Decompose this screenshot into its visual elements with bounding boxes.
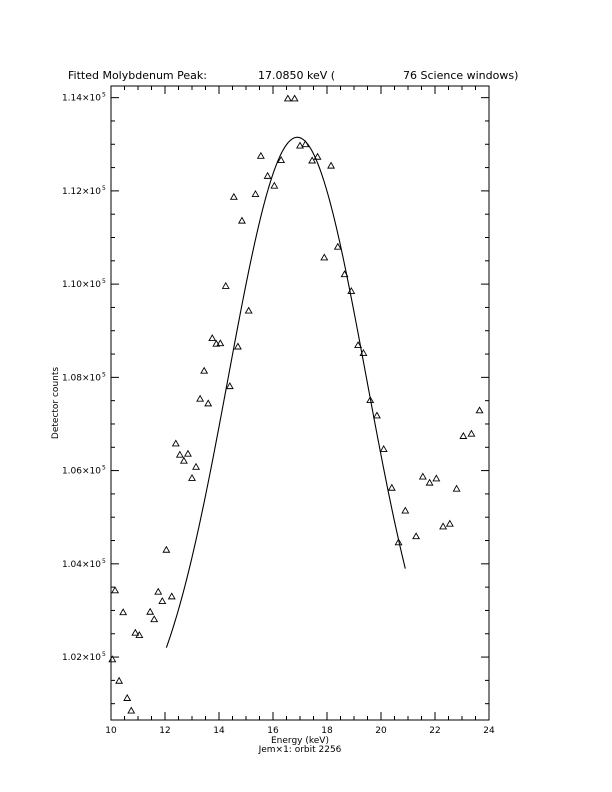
data-point: [197, 396, 203, 402]
data-point: [231, 194, 237, 200]
data-point: [235, 343, 241, 349]
data-point: [264, 173, 270, 179]
y-tick-label: 1.12×10: [61, 186, 101, 197]
data-point: [321, 254, 327, 260]
x-tick-label: 10: [105, 726, 117, 736]
y-axis: [62, 92, 489, 704]
chart-subtitle: Jem×1: orbit 2256: [258, 745, 342, 755]
data-point: [271, 183, 277, 189]
data-point: [163, 547, 169, 553]
data-point: [468, 431, 474, 437]
data-point: [205, 400, 211, 406]
y-tick-label: 1.06×10: [61, 466, 101, 477]
title-value: 17.0850 keV (: [258, 69, 336, 82]
data-point: [309, 157, 315, 163]
data-point: [252, 191, 258, 197]
data-point: [389, 485, 395, 491]
x-tick-label: 24: [483, 726, 495, 736]
y-tick-label: 1.04×10: [61, 559, 101, 570]
plot-frame: [111, 86, 489, 720]
data-point: [374, 412, 380, 418]
data-point: [453, 486, 459, 492]
y-tick-label: 1.08×10: [61, 373, 101, 384]
data-point: [476, 407, 482, 413]
data-point: [128, 707, 134, 713]
data-point: [402, 507, 408, 513]
data-point: [112, 587, 118, 593]
data-point: [426, 480, 432, 486]
x-tick-label: 18: [321, 726, 333, 736]
data-point: [185, 451, 191, 457]
data-point: [169, 593, 175, 599]
data-point: [151, 616, 157, 622]
data-point: [381, 446, 387, 452]
data-point: [285, 95, 291, 101]
y-tick-exponent: 5: [102, 184, 106, 192]
data-point: [258, 153, 264, 159]
chart-title: [68, 69, 518, 82]
data-point: [246, 307, 252, 313]
y-tick-exponent: 5: [102, 371, 106, 379]
x-tick-label: 20: [375, 726, 387, 736]
x-axis: [105, 86, 495, 736]
data-point: [124, 695, 130, 701]
data-point: [433, 475, 439, 481]
y-tick-label: 1.02×10: [61, 653, 101, 664]
data-point: [155, 589, 161, 595]
y-tick-exponent: 5: [102, 278, 106, 286]
x-axis-label: Energy (keV): [271, 736, 329, 746]
data-point: [159, 598, 165, 604]
data-point: [447, 521, 453, 527]
y-tick-exponent: 5: [102, 557, 106, 565]
data-point: [189, 475, 195, 481]
y-tick-label: 1.10×10: [61, 280, 101, 291]
y-axis-label: Detector counts: [51, 366, 61, 440]
data-point: [193, 464, 199, 470]
title-windows: 76 Science windows): [403, 69, 519, 82]
data-point: [116, 678, 122, 684]
data-point: [120, 609, 126, 615]
y-tick-exponent: 5: [102, 651, 106, 659]
data-point: [297, 142, 303, 148]
y-tick-exponent: 5: [102, 91, 106, 99]
data-points: [109, 95, 483, 713]
x-tick-label: 12: [159, 726, 171, 736]
data-point: [173, 440, 179, 446]
data-point: [413, 533, 419, 539]
data-point: [460, 433, 466, 439]
fit-curve: [166, 137, 405, 647]
data-point: [328, 163, 334, 169]
title-label: Fitted Molybdenum Peak:: [68, 69, 207, 82]
data-point: [201, 368, 207, 374]
y-tick-label: 1.14×10: [61, 93, 101, 104]
data-point: [291, 95, 297, 101]
y-tick-exponent: 5: [102, 464, 106, 472]
x-tick-label: 14: [213, 726, 225, 736]
data-point: [181, 458, 187, 464]
x-tick-label: 16: [267, 726, 279, 736]
x-tick-label: 22: [429, 726, 441, 736]
data-point: [147, 609, 153, 615]
data-point: [420, 473, 426, 479]
data-point: [239, 218, 245, 224]
data-point: [440, 523, 446, 529]
data-point: [177, 452, 183, 458]
data-point: [209, 335, 215, 341]
data-point: [223, 283, 229, 289]
